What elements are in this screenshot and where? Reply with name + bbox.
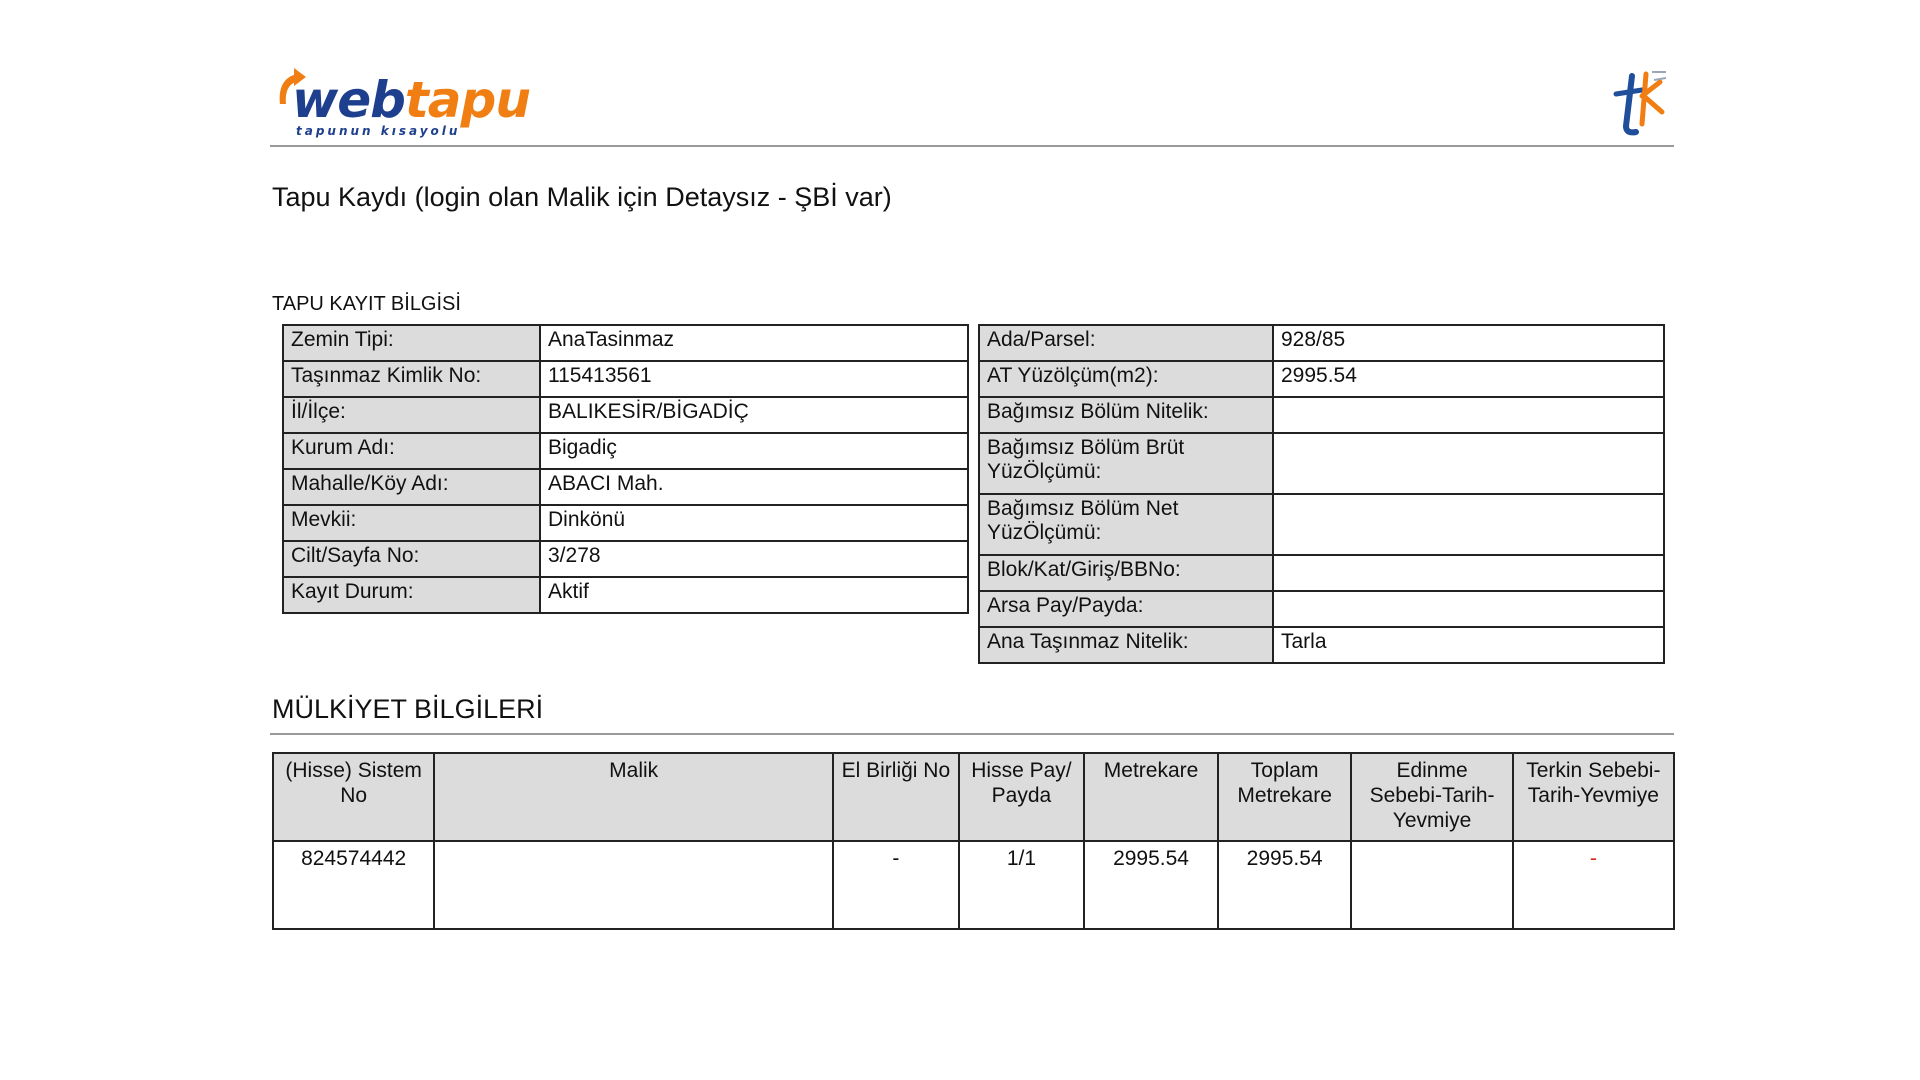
info-value: 3/278 <box>540 541 968 577</box>
info-value: Bigadiç <box>540 433 968 469</box>
table-row <box>273 841 1674 929</box>
mulkiyet-table <box>272 752 1675 930</box>
info-row <box>979 591 1664 627</box>
info-value <box>1273 397 1664 433</box>
hisse-pay-cell: 1/1 <box>959 841 1085 929</box>
info-row <box>283 325 968 361</box>
terkin-cell: - <box>1513 841 1674 929</box>
column-header: Hisse Pay/ Payda <box>959 753 1085 841</box>
info-value: BALIKESİR/BİGADİÇ <box>540 397 968 433</box>
tapu-kayit-left-table <box>282 324 969 614</box>
logo-tapu-text: tapu <box>404 71 530 129</box>
info-row <box>979 627 1664 663</box>
toplam-metrekare-cell: 2995.54 <box>1218 841 1352 929</box>
info-row <box>283 433 968 469</box>
info-row <box>283 505 968 541</box>
page-title: Tapu Kaydı (login olan Malik için Detaysız - ŞBİ var) <box>272 182 892 212</box>
info-row <box>283 577 968 613</box>
info-label: Ana Taşınmaz Nitelik: <box>979 627 1273 663</box>
info-value <box>1273 433 1664 494</box>
column-header: Malik <box>434 753 833 841</box>
header-divider <box>270 145 1674 147</box>
malik-cell <box>434 841 833 929</box>
logo-wordmark <box>292 72 530 128</box>
mulkiyet-heading: MÜLKİYET BİLGİLERİ <box>272 694 544 724</box>
info-label: Ada/Parsel: <box>979 325 1273 361</box>
info-value <box>1273 555 1664 591</box>
info-value: AnaTasinmaz <box>540 325 968 361</box>
metrekare-cell: 2995.54 <box>1084 841 1218 929</box>
el-birligi-cell: - <box>833 841 959 929</box>
info-label: Mevkii: <box>283 505 540 541</box>
info-label: Kurum Adı: <box>283 433 540 469</box>
info-row <box>283 397 968 433</box>
info-label: Blok/Kat/Giriş/BBNo: <box>979 555 1273 591</box>
info-value <box>1273 494 1664 555</box>
mulkiyet-divider <box>270 733 1674 735</box>
info-label: İl/İlçe: <box>283 397 540 433</box>
info-row <box>979 433 1664 494</box>
webtapu-logo[interactable] <box>272 68 530 142</box>
info-row <box>283 361 968 397</box>
tkgm-logo-icon <box>1612 68 1668 138</box>
info-label: Cilt/Sayfa No: <box>283 541 540 577</box>
info-value: ABACI Mah. <box>540 469 968 505</box>
info-row <box>283 469 968 505</box>
logo-web-text: web <box>292 71 405 129</box>
info-value: Aktif <box>540 577 968 613</box>
column-header: El Birliği No <box>833 753 959 841</box>
info-value: Dinkönü <box>540 505 968 541</box>
info-label: Mahalle/Köy Adı: <box>283 469 540 505</box>
column-header: Metrekare <box>1084 753 1218 841</box>
column-header: Edinme Sebebi-Tarih-Yevmiye <box>1351 753 1512 841</box>
info-row <box>979 397 1664 433</box>
info-value <box>1273 591 1664 627</box>
table-header-row <box>273 753 1674 841</box>
info-row <box>283 541 968 577</box>
logo-tagline: tapunun kısayolu <box>296 124 461 138</box>
info-label: Bağımsız Bölüm Net YüzÖlçümü: <box>979 494 1273 555</box>
info-row <box>979 494 1664 555</box>
info-label: Zemin Tipi: <box>283 325 540 361</box>
info-value: 928/85 <box>1273 325 1664 361</box>
tapu-kayit-right-table <box>978 324 1665 664</box>
info-value: 115413561 <box>540 361 968 397</box>
info-row <box>979 325 1664 361</box>
info-label: Bağımsız Bölüm Nitelik: <box>979 397 1273 433</box>
info-row <box>979 555 1664 591</box>
edinme-cell <box>1351 841 1512 929</box>
info-value: 2995.54 <box>1273 361 1664 397</box>
sistem-no-cell: 824574442 <box>273 841 434 929</box>
column-header: (Hisse) Sistem No <box>273 753 434 841</box>
info-label: Arsa Pay/Payda: <box>979 591 1273 627</box>
column-header: Toplam Metrekare <box>1218 753 1352 841</box>
info-label: Kayıt Durum: <box>283 577 540 613</box>
info-label: AT Yüzölçüm(m2): <box>979 361 1273 397</box>
column-header: Terkin Sebebi-Tarih-Yevmiye <box>1513 753 1674 841</box>
tapu-kayit-heading: TAPU KAYIT BİLGİSİ <box>272 293 461 315</box>
info-row <box>979 361 1664 397</box>
info-value: Tarla <box>1273 627 1664 663</box>
info-label: Bağımsız Bölüm Brüt YüzÖlçümü: <box>979 433 1273 494</box>
info-label: Taşınmaz Kimlik No: <box>283 361 540 397</box>
